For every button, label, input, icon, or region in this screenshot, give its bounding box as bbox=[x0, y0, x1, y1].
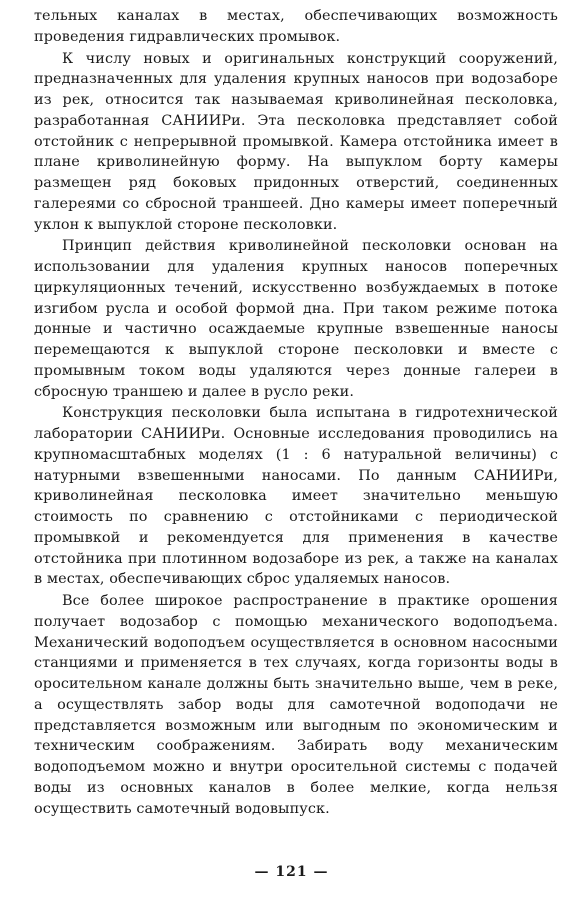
page-number: — 121 — bbox=[254, 864, 329, 880]
paragraph-5: Все более широкое распространение в практике орошения получает водозабор с помощью механического водоподъема. Механический водоподъем осуществляется в основном насосными станциями и применяется в тех случаях, когда горизонты воды в оросительном канале должны быть значительно выше, чем в реке, а осуществлять забор воды для самотечной водоподачи не представляется возможным или выгодным по экономическим и техническим соображениям. Забирать воду механическим водоподъемом можно и внутри оросительной системы с подачей воды из основных каналов в более мелкие, когда нельзя осуществить самотечный водовыпуск. bbox=[34, 593, 558, 817]
paragraph-1: тельных каналах в местах, обеспечивающих возможность проведения гидравлических промывок. bbox=[34, 8, 558, 45]
page-body bbox=[34, 6, 558, 819]
paragraph-2: К числу новых и оригинальных конструкций сооружений, предназначенных для удаления крупных наносов при водозаборе из рек, относится так называемая криволинейная песколовка, разработанная САНИИРи. Эта песколовка представляет собой отстойник с непрерывной промывкой. Камера отстойника имеет в плане криволинейную форму. На выпуклом борту камеры размещен ряд боковых придонных отверстий, соединенных галереями со сбросной траншеей. Дно камеры имеет поперечный уклон к выпуклой стороне песколовки. bbox=[34, 50, 558, 233]
paragraph-3: Принцип действия криволинейной песколовки основан на использовании для удаления крупных наносов поперечных циркуляционных течений, искусственно возбуждаемых в потоке изгибом русла и особой формой дна. При таком режиме потока донные и частично осаждаемые крупные взвешенные наносы перемещаются к выпуклой стороне песколовки и вместе с промывным током воды удаляются через донные галереи в сбросную траншею и далее в русло реки. bbox=[34, 238, 558, 400]
paragraph-4: Конструкция песколовки была испытана в гидротехнической лаборатории САНИИРи. Основные исследования проводились на крупномасштабных моделях (1 : 6 натуральной величины) с натурными взвешенными наносами. По данным САНИИРи, криволинейная песколовка имеет значительно меньшую стоимость по сравнению с отстойниками с периодической промывкой и рекомендуется для применения в качестве отстойника при плотинном водозаборе из рек, а также на каналах в местах, обеспечивающих сброс удаляемых наносов. bbox=[34, 405, 558, 588]
